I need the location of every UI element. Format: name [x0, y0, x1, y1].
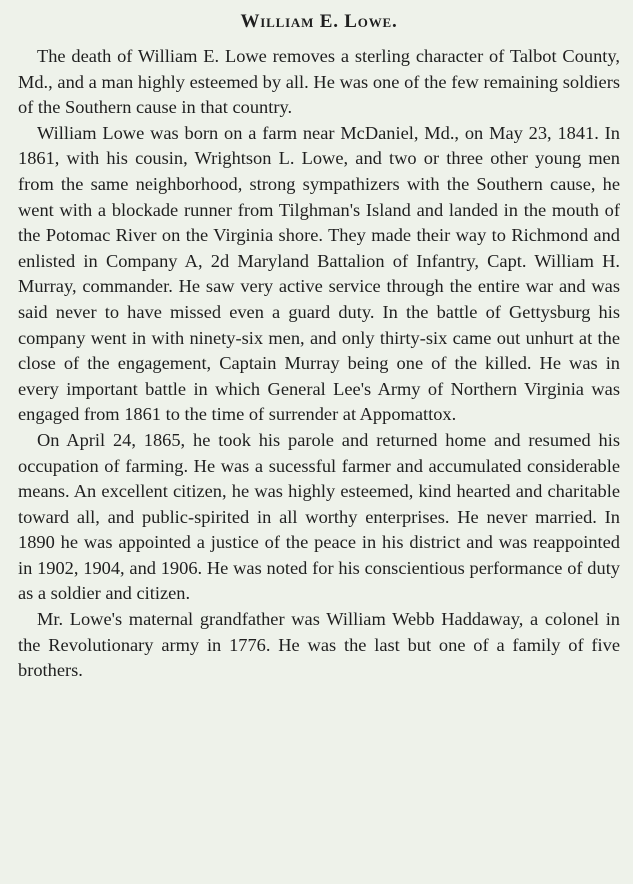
document-page — [18, 8, 620, 684]
paragraph-later-life: On April 24, 1865, he took his parole and returned home and resumed his occupation of farming. He was a sucessful farmer and accumulated considerable means. An excellent citizen, he was highly esteemed, kind hearted and charitable toward all, and public-spirited in all worthy enterprises. He never married. In 1890 he was appointed a justice of the peace in his district and was reappointed in 1902, 1904, and 1906. He was noted for his conscientious performance of duty as a soldier and citizen. — [18, 429, 620, 604]
paragraph-military-service: William Lowe was born on a farm near McDaniel, Md., on May 23, 1841. In 1861, with his cousin, Wrightson L. Lowe, and two or three other young men from the same neighborhood, strong sympathizers with the Southern cause, he went with a blockade runner from Tilghman's Island and landed in the mouth of the Potomac River on the Virginia shore. They made their way to Richmond and enlisted in Company A, 2d Maryland Battalion of Infantry, Capt. William H. Murray, commander. He saw very active service through the entire war and was said never to have missed even a guard duty. In the battle of Gettysburg his company went in with ninety-six men, and only thirty-six came out unhurt at the close of the engagement, Captain Murray being one of the killed. He was in every important battle in which General Lee's Army of Northern Virginia was engaged from 1861 to the time of surrender at Appomattox. — [18, 122, 620, 425]
paragraph-death-notice: The death of William E. Lowe removes a sterling character of Talbot County, Md., and a man highly esteemed by all. He was one of the few remaining soldiers of the Southern cause in that country. — [18, 46, 620, 118]
paragraph-family: Mr. Lowe's maternal grandfather was William Webb Haddaway, a colonel in the Revolutionary army in 1776. He was the last but one of a family of five brothers. — [18, 609, 620, 681]
page-title: William E. Lowe. — [240, 11, 398, 32]
